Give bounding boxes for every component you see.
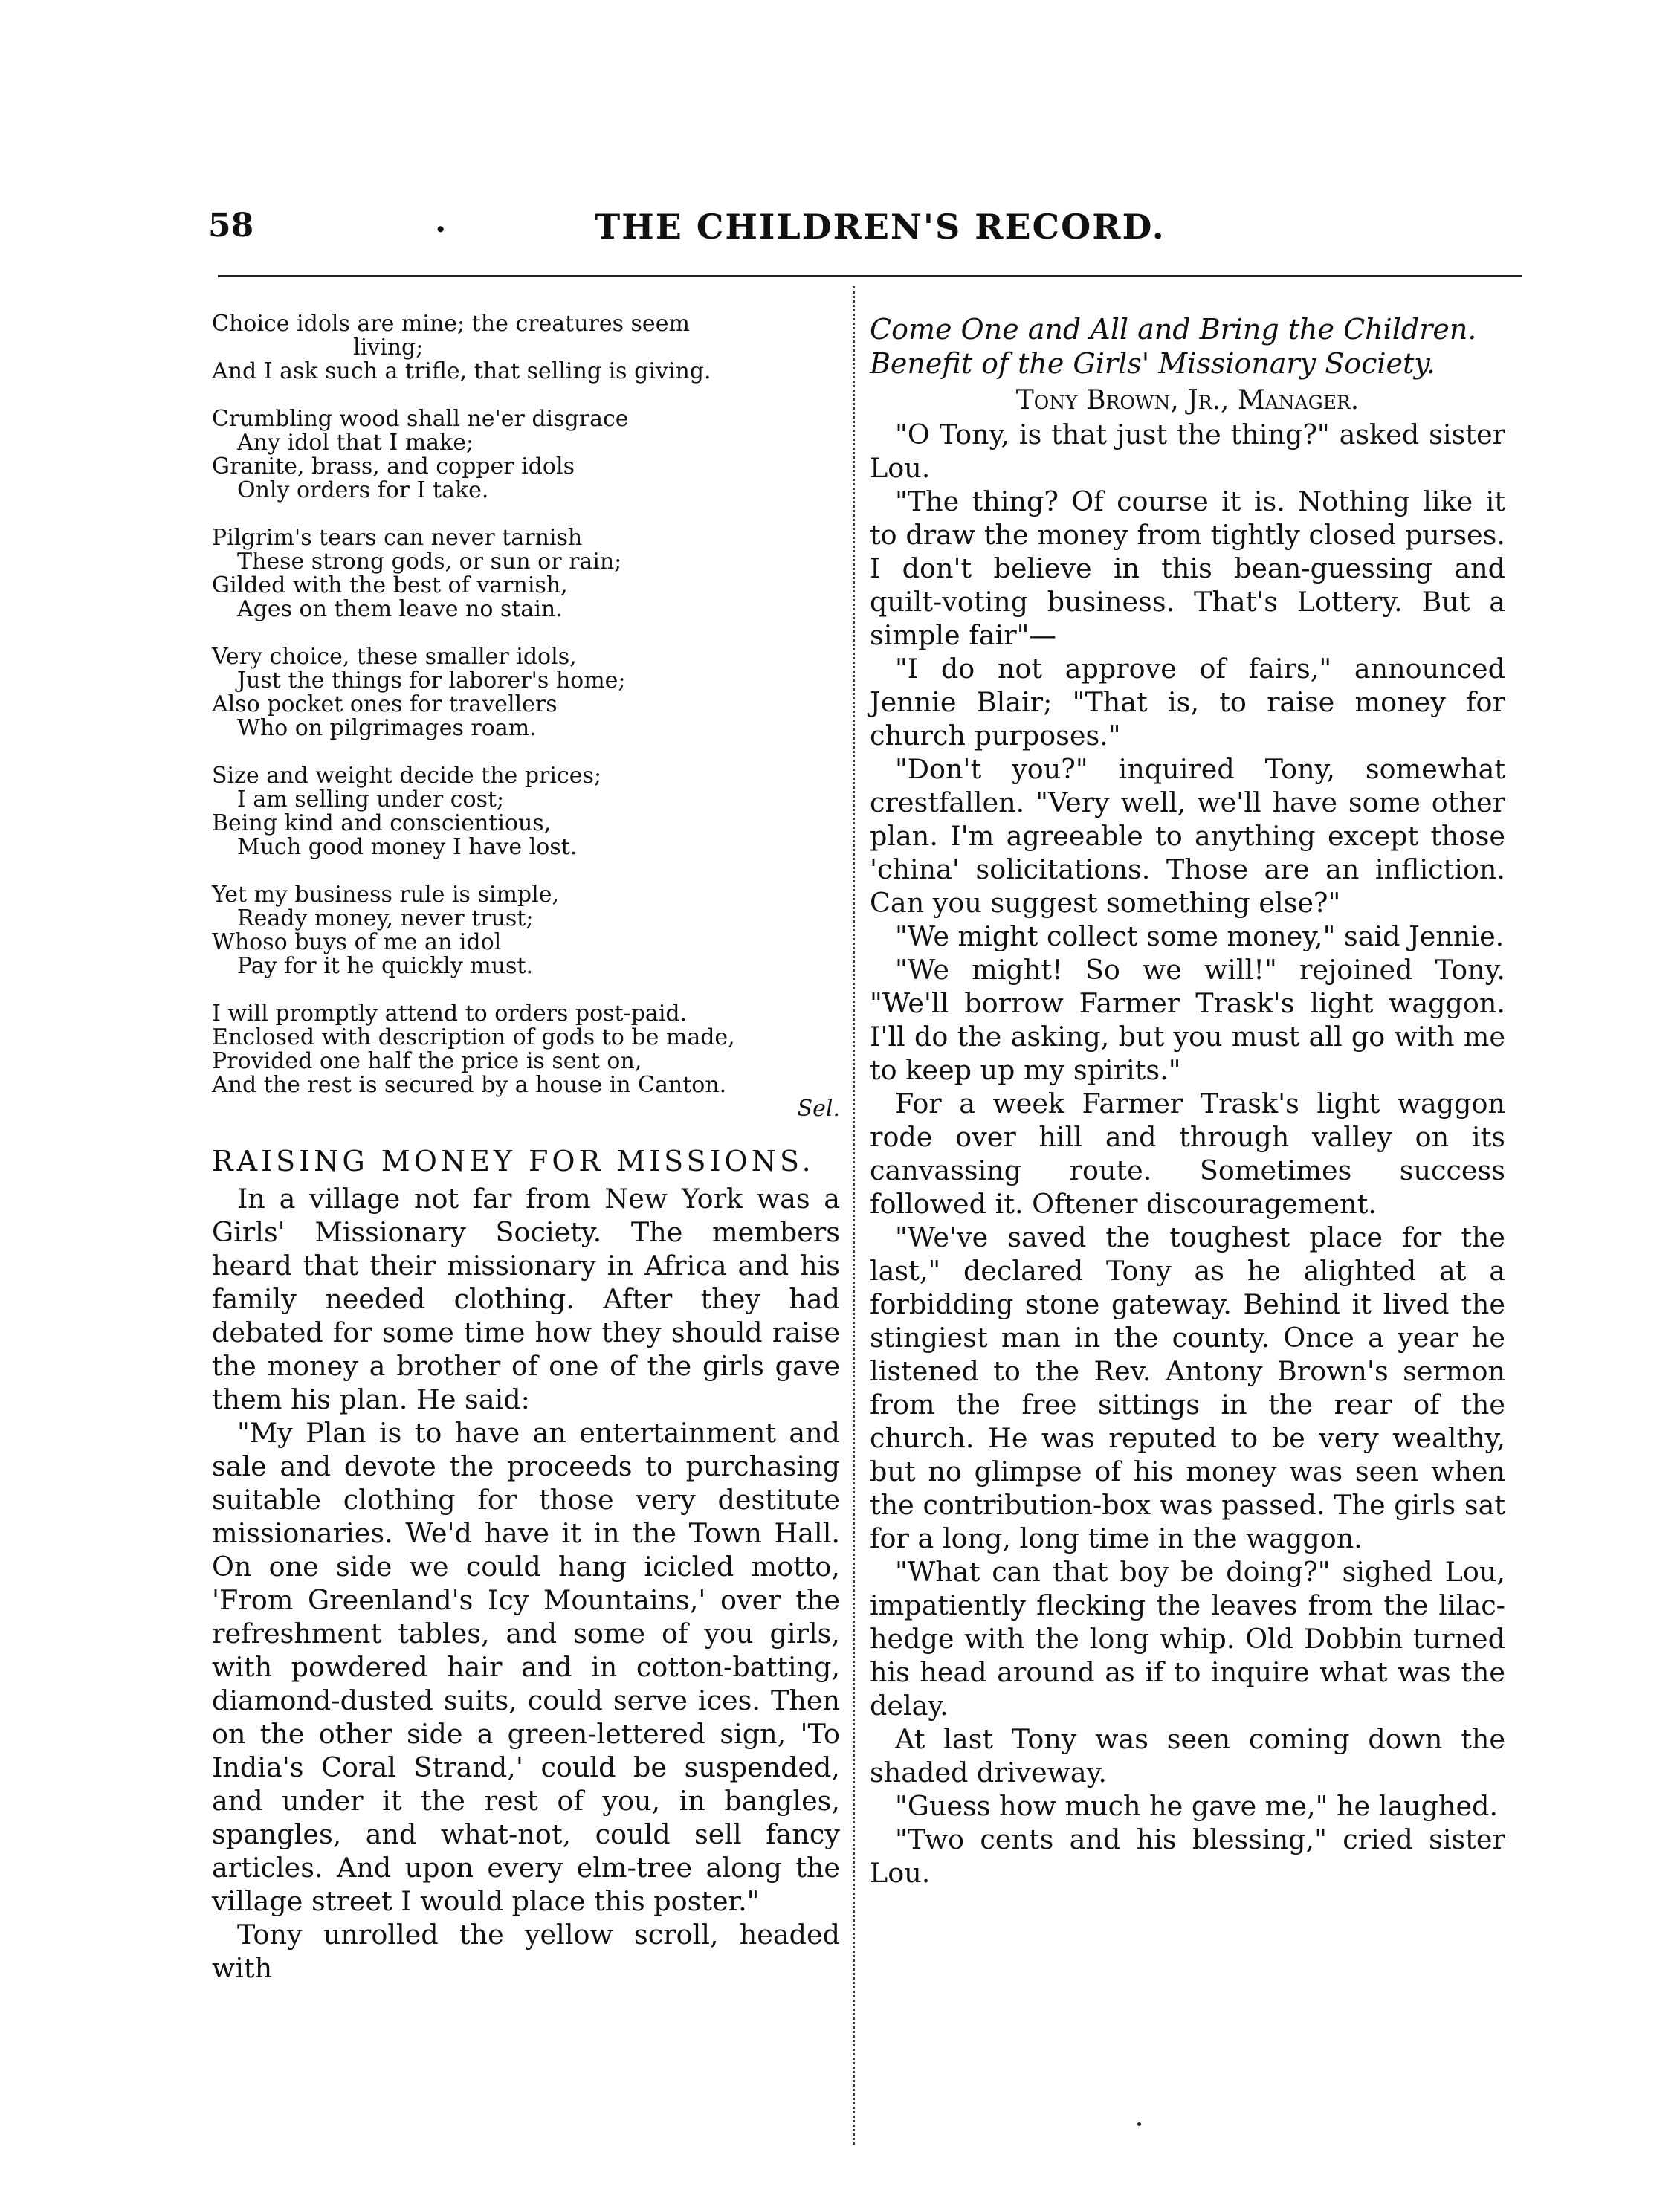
poem-line: Crumbling wood shall ne'er disgrace xyxy=(212,406,629,432)
article-paragraph: "My Plan is to have an entertainment and sale and devote the proceeds to purchasing suitable clothing for those very destitute missionaries. We'd have it in the Town Hall. On one side we could hang icicled motto, 'From Greenland's Icy Mountains,' over the refreshment tables, and some of you girls, with powdered hair and in cotton-batting, diamond-dusted suits, could serve ices. Then on the other side a green-lettered sign, 'To India's Coral Strand,' could be suspended, and under it the rest of you, in bangles, spangles, and what-not, could sell fancy articles. And upon every elm-tree along the village street I would place this poster." xyxy=(212,1417,840,1917)
poem-line: Size and weight decide the prices; xyxy=(212,763,602,789)
article-heading: RAISING MONEY FOR MISSIONS. xyxy=(212,1145,815,1177)
poem-stanza xyxy=(212,1002,840,1121)
column-divider xyxy=(853,286,855,2145)
poem-line: Also pocket ones for travellers xyxy=(212,691,558,717)
poster-line: Benefit of the Girls' Missionary Society. xyxy=(870,347,1435,380)
stray-mark xyxy=(1137,2122,1141,2126)
header-rule xyxy=(218,275,1522,277)
poem-line: Being kind and conscientious, xyxy=(212,810,552,836)
page-header xyxy=(208,202,1524,259)
page-number: 58 xyxy=(208,207,254,245)
poem-line: Just the things for laborer's home; xyxy=(237,668,626,694)
article-paragraph: "We might! So we will!" rejoined Tony. "We'll borrow Farmer Trask's light waggon. I'll do the asking, but you must all go with me to keep up my spirits." xyxy=(870,954,1505,1086)
poem-line: These strong gods, or sun or rain; xyxy=(237,549,622,575)
poem-line: I am selling under cost; xyxy=(237,786,505,812)
article-paragraph: "We might collect some money," said Jennie. xyxy=(895,920,1505,952)
poem-line: Much good money I have lost. xyxy=(237,834,578,860)
poem-line: Granite, brass, and copper idols xyxy=(212,453,575,479)
poem-stanza xyxy=(212,312,840,384)
header-dot: . xyxy=(435,202,447,240)
poem-line: Enclosed with description of gods to be made, xyxy=(212,1024,735,1050)
article-paragraph: For a week Farmer Trask's light waggon rode over hill and through valley on its canvassing route. Sometimes success followed it. Oftener discouragement. xyxy=(870,1088,1505,1220)
poster-manager: Tony Brown, Jr., Manager. xyxy=(1015,385,1360,416)
article-paragraph: Tony unrolled the yellow scroll, headed with xyxy=(212,1919,840,1984)
poem-line: Gilded with the best of varnish, xyxy=(212,572,568,598)
left-column xyxy=(212,312,840,1985)
poster-line: Come One and All and Bring the Children. xyxy=(870,313,1477,346)
poem-stanza xyxy=(212,764,840,859)
poem-line: And I ask such a trifle, that selling is giving. xyxy=(212,358,711,384)
poem-line: Whoso buys of me an idol xyxy=(212,929,502,955)
poem-line: Any idol that I make; xyxy=(237,430,474,456)
page-title: THE CHILDREN'S RECORD. xyxy=(595,207,1166,247)
article-paragraph: "I do not approve of fairs," announced Jennie Blair; "That is, to raise money for church purposes." xyxy=(870,653,1505,752)
poem-signature: Sel. xyxy=(797,1096,840,1122)
poem-line: Pay for it he quickly must. xyxy=(237,953,533,979)
poem-line: And the rest is secured by a house in Canton. xyxy=(212,1072,727,1098)
poem-line: Only orders for I take. xyxy=(237,477,489,503)
article-paragraph: At last Tony was seen coming down the shaded driveway. xyxy=(870,1723,1505,1789)
poem-line: Who on pilgrimages roam. xyxy=(237,715,537,741)
poem-line: I will promptly attend to orders post-paid. xyxy=(212,1001,688,1027)
right-column xyxy=(870,312,1505,1890)
poem-stanza xyxy=(212,645,840,740)
article-paragraph: "Don't you?" inquired Tony, somewhat crestfallen. "Very well, we'll have some other plan. I'm agreeable to anything except those 'china' solicitations. Those are an infliction. Can you suggest something else?" xyxy=(870,753,1505,919)
poem-line: Very choice, these smaller idols, xyxy=(212,644,577,670)
poem-line: Provided one half the price is sent on, xyxy=(212,1048,642,1074)
poem-line: Yet my business rule is simple, xyxy=(212,882,559,908)
poem-stanza xyxy=(212,883,840,978)
poem-stanza xyxy=(212,526,840,621)
poem-stanza xyxy=(212,407,840,503)
poem xyxy=(212,312,840,1121)
article-left-text xyxy=(212,1182,840,1985)
article-paragraph: "Two cents and his blessing," cried sister Lou. xyxy=(870,1823,1505,1889)
poem-line: Choice idols are mine; the creatures seem xyxy=(212,311,690,337)
article-paragraph: In a village not far from New York was a Girls' Missionary Society. The members heard that their missionary in Africa and his family needed clothing. After they had debated for some time how they should raise the money a brother of one of the girls gave them his plan. He said: xyxy=(212,1183,840,1415)
article-right-text xyxy=(870,418,1505,1890)
article-paragraph: "We've saved the toughest place for the last," declared Tony as he alighted at a forbidding stone gateway. Behind it lived the stingiest man in the county. Once a year he listened to the Rev. Antony Brown's sermon from the free sittings in the rear of the church. He was reputed to be very wealthy, but no glimpse of his money was seen when the contribution-box was passed. The girls sat for a long, long time in the waggon. xyxy=(870,1221,1505,1554)
poem-line: Pilgrim's tears can never tarnish xyxy=(212,525,583,551)
article-paragraph: "O Tony, is that just the thing?" asked sister Lou. xyxy=(870,419,1505,484)
article-paragraph: "The thing? Of course it is. Nothing like it to draw the money from tightly closed purses. I don't believe in this bean-guessing and quilt-voting business. That's Lottery. But a simple fair"— xyxy=(870,485,1505,651)
article-paragraph: "What can that boy be doing?" sighed Lou, impatiently flecking the leaves from the lilac-hedge with the long whip. Old Dobbin turned his head around as if to inquire what was the delay. xyxy=(870,1556,1505,1722)
poem-line: Ready money, never trust; xyxy=(237,905,534,931)
poem-line: Ages on them leave no stain. xyxy=(237,596,563,622)
poem-line: living; xyxy=(353,335,424,361)
article-paragraph: "Guess how much he gave me," he laughed. xyxy=(895,1790,1499,1822)
